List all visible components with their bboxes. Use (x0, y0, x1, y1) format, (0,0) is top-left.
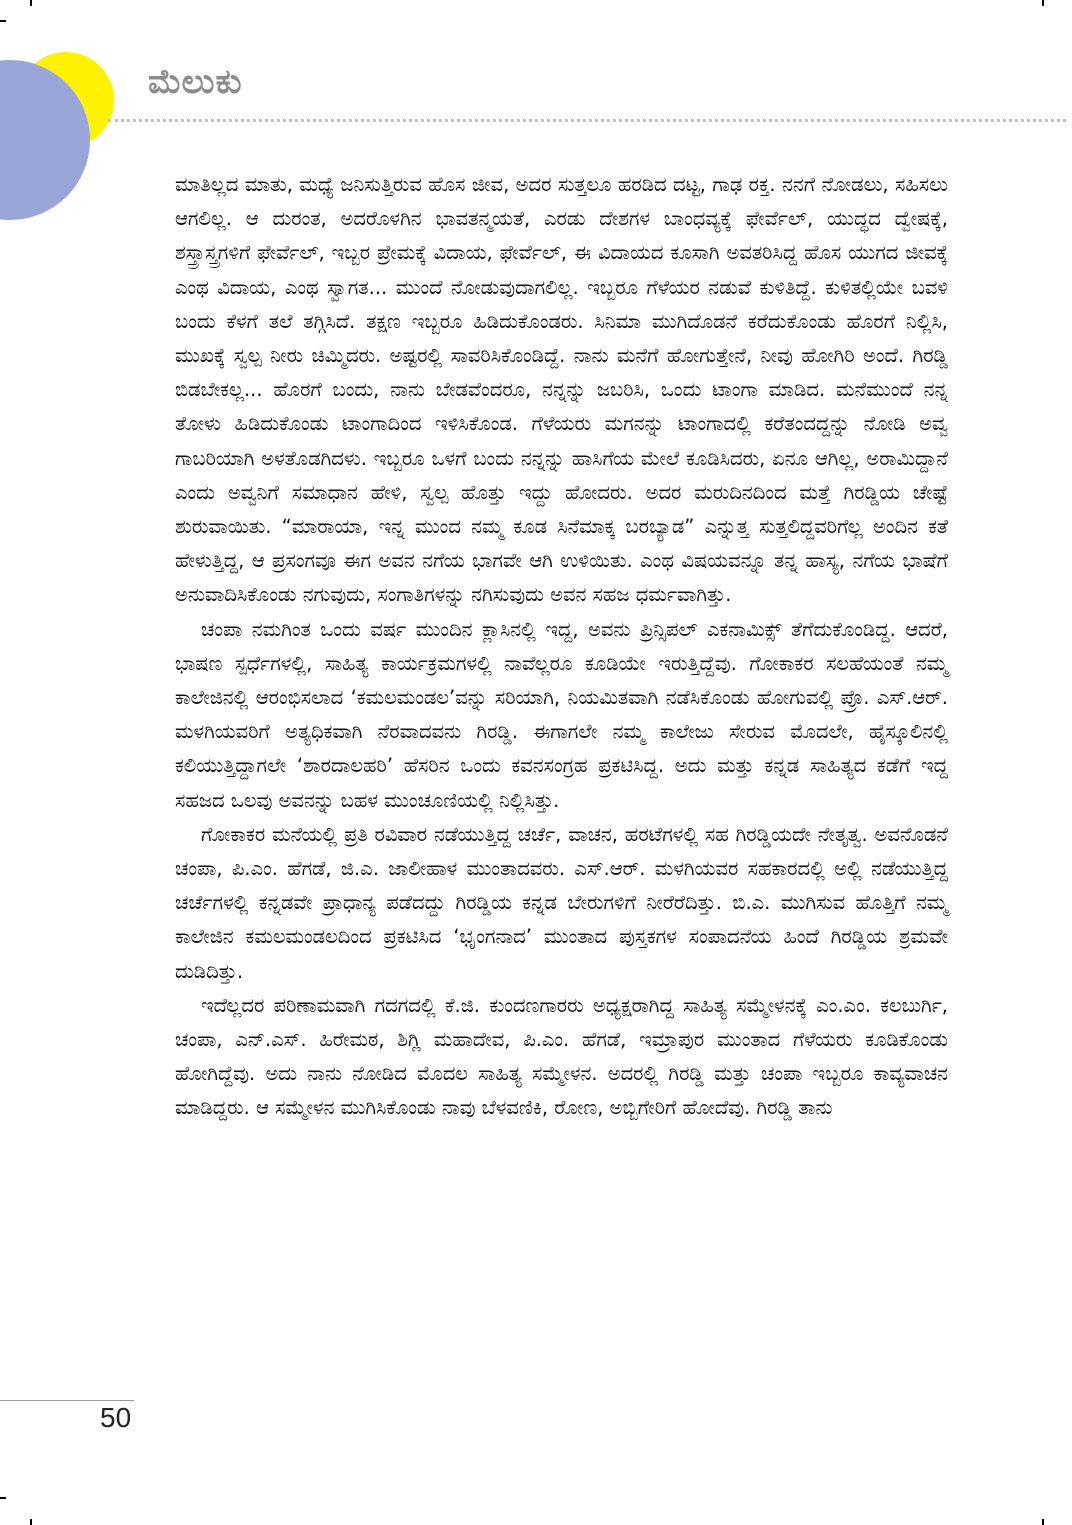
footer-rule (0, 1400, 134, 1401)
crop-mark-top-right-v (1042, 0, 1044, 6)
paragraph: ಮಾತಿಲ್ಲದ ಮಾತು, ಮಧ್ಯೆ ಜನಿಸುತ್ತಿರುವ ಹೊಸ ಜೀವ, ಅದರ ಸುತ್ತಲೂ ಹರಡಿದ ದಟ್ಟ, ಗಾಢ ರಕ್ತ. ನನಗೆ ನೋಡಲು, ಸಹಿಸಲು ಆಗಲಿಲ್ಲ. ಆ ದುರಂತ, ಅದರೊಳಗಿನ ಭಾವತನ್ಮಯತೆ, ಎರಡು ದೇಶಗಳ ಬಾಂಧವ್ಯಕ್ಕೆ ಫೇರ್ವೆಲ್, ಯುದ್ಧದ ದ್ವೇಷಕ್ಕೆ, ಶಸ್ತ್ರಾಸ್ತ್ರಗಳಿಗೆ ಫೇರ್ವೆಲ್, ಇಬ್ಬರ ಪ್ರೇಮಕ್ಕೆ ವಿದಾಯ, ಫೇರ್ವೆಲ್, ಈ ವಿದಾಯದ ಕೂಸಾಗಿ ಅವತರಿಸಿದ್ದ ಹೊಸ ಯುಗದ ಜೀವಕ್ಕೆ ಎಂಥ ವಿದಾಯ, ಎಂಥ ಸ್ವಾಗತ... ಮುಂದೆ ನೋಡುವುದಾಗಲಿಲ್ಲ. ಇಬ್ಬರೂ ಗೆಳೆಯರ ನಡುವೆ ಕುಳಿತಿದ್ದೆ. ಕುಳಿತಲ್ಲಿಯೇ ಬವಳಿ ಬಂದು ಕೆಳಗೆ ತಲೆ ತಗ್ಗಿಸಿದೆ. ತಕ್ಷಣ ಇಬ್ಬರೂ ಹಿಡಿದುಕೊಂಡರು. ಸಿನಿಮಾ ಮುಗಿದೊಡನೆ ಕರೆದುಕೊಂಡು ಹೊರಗೆ ನಿಲ್ಲಿಸಿ, ಮುಖಕ್ಕೆ ಸ್ವಲ್ಪ ನೀರು ಚಿಮ್ಮಿದರು. ಅಷ್ಟರಲ್ಲಿ ಸಾವರಿಸಿಕೊಂಡಿದ್ದೆ. ನಾನು ಮನೆಗೆ ಹೋಗುತ್ತೇನೆ, ನೀವು ಹೋಗಿರಿ ಅಂದೆ. ಗಿರಡ್ಡಿ ಬಿಡಬೇಕಲ್ಲ... ಹೊರಗೆ ಬಂದು, ನಾನು ಬೇಡವೆಂದರೂ, ನನ್ನನ್ನು ಜಬರಿಸಿ, ಒಂದು ಟಾಂಗಾ ಮಾಡಿದ. ಮನೆಮುಂದೆ ನನ್ನ ತೋಳು ಹಿಡಿದುಕೊಂಡು ಟಾಂಗಾದಿಂದ ಇಳಿಸಿಕೊಂಡ. ಗೆಳೆಯರು ಮಗನನ್ನು ಟಾಂಗಾದಲ್ಲಿ ಕರೆತಂದದ್ದನ್ನು ನೋಡಿ ಅವ್ವ ಗಾಬರಿಯಾಗಿ ಅಳತೊಡಗಿದಳು. ಇಬ್ಬರೂ ಒಳಗೆ ಬಂದು ನನ್ನನ್ನು ಹಾಸಿಗೆಯ ಮೇಲೆ ಕೂಡಿಸಿದರು, ಏನೂ ಆಗಿಲ್ಲ, ಅರಾಮಿದ್ದಾನೆ ಎಂದು ಅವ್ವನಿಗೆ ಸಮಾಧಾನ ಹೇಳಿ, ಸ್ವಲ್ಪ ಹೊತ್ತು ಇದ್ದು ಹೋದರು. ಅದರ ಮರುದಿನದಿಂದ ಮತ್ತೆ ಗಿರಡ್ಡಿಯ ಚೇಷ್ಟೆ ಶುರುವಾಯಿತು. “ಮಾರಾಯಾ, ಇನ್ನ ಮುಂದ ನಮ್ಮ ಕೂಡ ಸಿನೆಮಾಕ್ಕ ಬರಬ್ಯಾಡ” ಎನ್ನುತ್ತ ಸುತ್ತಲಿದ್ದವರಿಗೆಲ್ಲ ಅಂದಿನ ಕತೆ ಹೇಳುತ್ತಿದ್ದ, ಆ ಪ್ರಸಂಗವೂ ಈಗ ಅವನ ನಗೆಯ ಭಾಗವೇ ಆಗಿ ಉಳಿಯಿತು. ಎಂಥ ವಿಷಯವನ್ನೂ ತನ್ನ ಹಾಸ್ಯ, ನಗೆಯ ಭಾಷೆಗೆ ಅನುವಾದಿಸಿಕೊಂಡು ನಗುವುದು, ಸಂಗಾತಿಗಳನ್ನು ನಗಿಸುವುದು ಅವನ ಸಹಜ ಧರ್ಮವಾಗಿತ್ತು. (175, 173, 948, 607)
page-number: 50 (100, 1402, 132, 1433)
paragraph: ಗೋಕಾಕರ ಮನೆಯಲ್ಲಿ ಪ್ರತಿ ರವಿವಾರ ನಡೆಯುತ್ತಿದ್ದ ಚರ್ಚೆ, ವಾಚನ, ಹರಟೆಗಳಲ್ಲಿ ಸಹ ಗಿರಡ್ಡಿಯದೇ ನೇತೃತ್ವ. ಅವನೊಡನೆ ಚಂಪಾ, ಪಿ.ಎಂ. ಹೆಗಡೆ, ಜಿ.ಎ. ಜಾಲೀಹಾಳ ಮುಂತಾದವರು. ಎಸ್.ಆರ್. ಮಳಗಿಯವರ ಸಹಕಾರದಲ್ಲಿ ಅಲ್ಲಿ ನಡೆಯುತ್ತಿದ್ದ ಚರ್ಚೆಗಳಲ್ಲಿ ಕನ್ನಡವೇ ಪ್ರಾಧಾನ್ಯ ಪಡೆದದ್ದು ಗಿರಡ್ಡಿಯ ಕನ್ನಡ ಬೇರುಗಳಿಗೆ ನೀರೆರೆದಿತ್ತು. ಬಿ.ಎ. ಮುಗಿಸುವ ಹೊತ್ತಿಗೆ ನಮ್ಮ ಕಾಲೇಜಿನ ಕಮಲಮಂಡಲದಿಂದ ಪ್ರಕಟಿಸಿದ ‘ಭೃಂಗನಾದ’ ಮುಂತಾದ ಪುಸ್ತಕಗಳ ಸಂಪಾದನೆಯ ಹಿಂದೆ ಗಿರಡ್ಡಿಯ ಶ್ರಮವೇ ದುಡಿದಿತ್ತು. (175, 822, 948, 983)
crop-mark-top-left-h (0, 20, 6, 22)
section-title: ಮೆಲುಕು (148, 62, 243, 102)
paragraph: ಇದೆಲ್ಲದರ ಪರಿಣಾಮವಾಗಿ ಗದಗದಲ್ಲಿ ಕೆ.ಜಿ. ಕುಂದಣಗಾರರು ಅಧ್ಯಕ್ಷರಾಗಿದ್ದ ಸಾಹಿತ್ಯ ಸಮ್ಮೇಳನಕ್ಕೆ ಎಂ.ಎಂ. ಕಲಬುರ್ಗಿ, ಚಂಪಾ, ಎನ್.ಎಸ್. ಹಿರೇಮಠ, ಶಿಗ್ಲಿ ಮಹಾದೇವ, ಪಿ.ಎಂ. ಹೆಗಡೆ, ಇಮ್ರಾಪುರ ಮುಂತಾದ ಗೆಳೆಯರು ಕೂಡಿಕೊಂಡು ಹೋಗಿದ್ದೆವು. ಅದು ನಾನು ನೋಡಿದ ಮೊದಲ ಸಾಹಿತ್ಯ ಸಮ್ಮೇಳನ. ಅದರಲ್ಲಿ ಗಿರಡ್ಡಿ ಮತ್ತು ಚಂಪಾ ಇಬ್ಬರೂ ಕಾವ್ಯವಾಚನ ಮಾಡಿದ್ದರು. ಆ ಸಮ್ಮೇಳನ ಮುಗಿಸಿಕೊಂಡು ನಾವು ಬೆಳವಣಿಕಿ, ರೋಣ, ಅಬ್ಬಿಗೇರಿಗೆ ಹೋದೆವು. ಗಿರಡ್ಡಿ ತಾನು (175, 993, 948, 1120)
crop-mark-bottom-right-v (1042, 1519, 1044, 1525)
paragraph: ಚಂಪಾ ನಮಗಿಂತ ಒಂದು ವರ್ಷ ಮುಂದಿನ ಕ್ಲಾಸಿನಲ್ಲಿ ಇದ್ದ, ಅವನು ಪ್ರಿನ್ಸಿಪಲ್ ಎಕನಾಮಿಕ್ಸ್ ತೆಗೆದುಕೊಂಡಿದ್ದ. ಆದರೆ, ಭಾಷಣ ಸ್ಪರ್ಧೆಗಳಲ್ಲಿ, ಸಾಹಿತ್ಯ ಕಾರ್ಯಕ್ರಮಗಳಲ್ಲಿ ನಾವೆಲ್ಲರೂ ಕೂಡಿಯೇ ಇರುತ್ತಿದ್ದೆವು. ಗೋಕಾಕರ ಸಲಹೆಯಂತೆ ನಮ್ಮ ಕಾಲೇಜಿನಲ್ಲಿ ಆರಂಭಿಸಲಾದ ‘ಕಮಲಮಂಡಲ’ವನ್ನು ಸರಿಯಾಗಿ, ನಿಯಮಿತವಾಗಿ ನಡೆಸಿಕೊಂಡು ಹೋಗುವಲ್ಲಿ ಪ್ರೊ. ಎಸ್.ಆರ್. ಮಳಗಿಯವರಿಗೆ ಅತ್ಯಧಿಕವಾಗಿ ನೆರವಾದವನು ಗಿರಡ್ಡಿ. ಈಗಾಗಲೇ ನಮ್ಮ ಕಾಲೇಜು ಸೇರುವ ಮೊದಲೇ, ಹೈಸ್ಕೂಲಿನಲ್ಲಿ ಕಲಿಯುತ್ತಿದ್ದಾಗಲೇ ‘ಶಾರದಾಲಹರಿ’ ಹೆಸರಿನ ಒಂದು ಕವನಸಂಗ್ರಹ ಪ್ರಕಟಿಸಿದ್ದ. ಅದು ಮತ್ತು ಕನ್ನಡ ಸಾಹಿತ್ಯದ ಕಡೆಗೆ ಇದ್ದ ಸಹಜದ ಒಲವು ಅವನನ್ನು ಬಹಳ ಮುಂಚೂಣಿಯಲ್ಲಿ ನಿಲ್ಲಿಸಿತ್ತು. (175, 617, 948, 812)
crop-mark-bottom-left-v (30, 1519, 32, 1525)
body-text (175, 168, 948, 1126)
crop-mark-top-left-v (30, 0, 32, 6)
crop-mark-bottom-left-h (0, 1497, 6, 1499)
header-dotted-rule (108, 119, 1066, 122)
